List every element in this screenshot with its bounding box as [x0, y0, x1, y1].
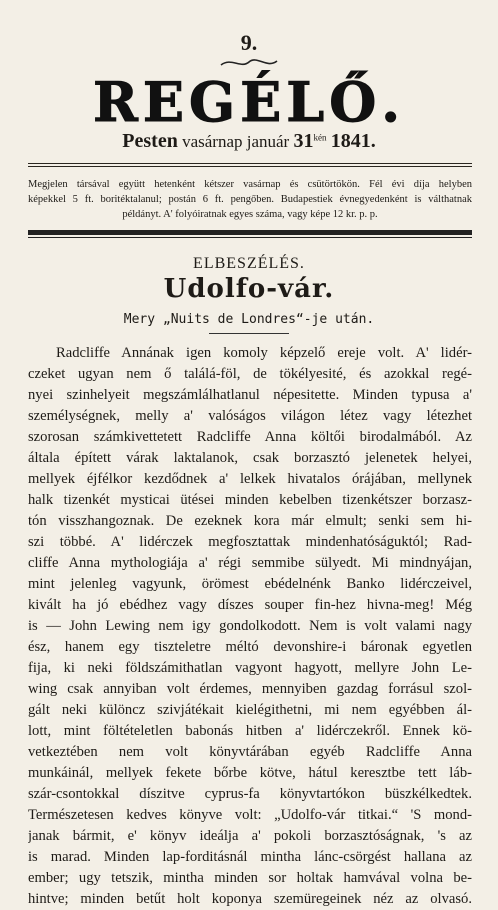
body-line: nyei szinhelyeit megszámlálhatlanul népesitette. Minden typusa a': [28, 387, 472, 403]
notice-line: képekkel 5 ft. boritéktalanul; postán 6 ft. pengőben. Budapestiek évnegyedenként is válthatnak: [28, 194, 472, 205]
body-line: Természetesen kedves könyve volt: „Udolfo-vár titkai.“ 'S mond-: [28, 807, 472, 823]
body-line: czeket ugyan nem ő találá-föl, de tökélyesité, és azokkal regé-: [28, 366, 472, 382]
body-line: általa épített várak laktalanok, csak borzasztó jelenetek helyei,: [28, 450, 472, 466]
newspaper-title: REGÉLŐ.: [92, 70, 406, 134]
flourish-ornament: [219, 56, 279, 70]
body-line: wing csak annyiban volt érdemes, mennyiben gazdag forrásul szol-: [28, 681, 472, 697]
section-heading: ELBESZÉLÉS.: [193, 255, 305, 272]
body-line: szorosan számkivettetett Radcliffe Anna költői birodalmából. Az: [28, 429, 472, 445]
body-line: szár-csontokkal díszitve cyprus-fa könyvtartókon büszkélkedtek.: [28, 786, 472, 802]
body-line: vetkeztében nem volt könyvtárában egyéb Radcliffe Anna: [28, 744, 472, 760]
title-separator: [209, 333, 289, 334]
dateline-weekday: vasárnap január: [182, 132, 290, 151]
story-body: [28, 343, 472, 910]
notice-line: Megjelen társával együtt hetenként kétszer vasárnap és csütörtökön. Fél évi díja helyben: [28, 179, 472, 190]
body-line: cliffe Anna mythologiája a' régi semmibe sülyedt. Mi mindnyájan,: [28, 555, 472, 571]
body-line: hintve; minden betűt holt koponya szemüregeinek néz az olvasó.: [28, 891, 472, 907]
issue-number: 9.: [240, 30, 258, 55]
dateline-year: 1841.: [330, 130, 376, 152]
thin-divider: [28, 237, 472, 238]
masthead: [0, 70, 498, 134]
subscription-notice: [28, 177, 472, 222]
notice-line: példányt. A' folyóiratnak egyes száma, vagy képe 12 kr. p. p.: [122, 209, 378, 220]
dateline-city: Pesten: [122, 130, 178, 152]
body-line: lott, mint föltételetlen babonás hitben a' lidérczekről. Ennek kö-: [28, 723, 472, 739]
body-line: mint jelenleg vagyunk, örömest ebédelnénk Banko lidérczeivel,: [28, 576, 472, 592]
dateline: [0, 130, 498, 153]
body-line: munkáinál, mellyek fekete bőrbe kötve, hátul keresztbe tett láb-: [28, 765, 472, 781]
dateline-day: 31: [293, 130, 314, 152]
body-line: Radcliffe Annának igen komoly képzelő ereje volt. A' lidér-: [56, 345, 472, 361]
body-line: személységnek, melly a' valóságos világon létez vagy létezhet: [28, 408, 472, 424]
body-line: ész, hanem egy tiszteletre méltó devonshire-i báronak egyetlen: [28, 639, 472, 655]
body-line: halk tizenkét mysticai ütései minden kebelben tizenkétszer borzasz-: [28, 492, 472, 508]
thick-divider: [28, 230, 472, 235]
body-line: ember; ugy tetszik, mintha minden sor holtak hamvával volna be-: [28, 870, 472, 886]
body-line: gált neki különcz szivjátékait kielégithetni, mi nem egyébben ál-: [28, 702, 472, 718]
body-line: is — John Lewing nem igy gondolkodott. Nem is volt valami nagy: [28, 618, 472, 634]
story-title: Udolfo-vár.: [163, 274, 335, 304]
divider-rule: [28, 163, 472, 164]
body-line: fija, ki neki földszámithatlan vagyont hagyott, mellyre John Le-: [28, 660, 472, 676]
story-subtitle: Mery „Nuits de Londres“-je után.: [123, 312, 375, 327]
dateline-day-suffix: kén: [313, 132, 327, 143]
body-line: kivált ha jó ebédhez vagy díszes souper fin-hez hivna-meg! Még: [28, 597, 472, 613]
body-line: janak bármit, e' könyv ideálja a' pokoli borzasztóságnak, 's az: [28, 828, 472, 844]
divider-rule: [28, 166, 472, 167]
body-line: tón visszhangoznak. De ezeknek kora már elmult; senki sem hi-: [28, 513, 472, 529]
body-line: mellyek éjfélkor kezdődnek a' lelkek hivatalos órájában, mellynek: [28, 471, 472, 487]
body-line: is marad. Minden lap-forditásnál mintha lánc-csörgést hallana az: [28, 849, 472, 865]
body-line: szi többé. A' lidérczek megfosztattak mindenhatóságuktól; Rad-: [28, 534, 472, 550]
